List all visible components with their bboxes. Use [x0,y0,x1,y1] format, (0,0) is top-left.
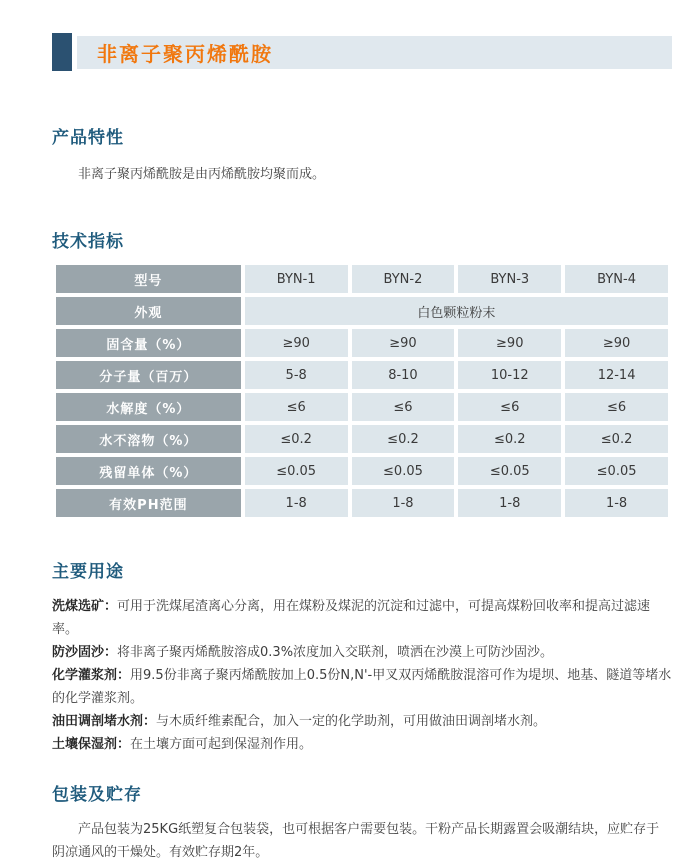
table-row-insoluble [56,425,668,453]
use-text: 在土壤方面可起到保湿剂作用。 [130,737,313,752]
row-label: 水解度（%） [56,393,241,421]
value-cell: ≤0.2 [458,425,561,453]
uses-list [52,595,672,756]
page-header [52,33,672,71]
use-text: 与木质纤维素配合，加入一定的化学助剂，可用做油田调剖堵水剂。 [156,714,547,729]
use-item-chemical-grouting [52,664,672,710]
use-label: 防沙固沙： [52,645,118,660]
row-label: 有效PH范围 [56,489,241,517]
value-cell: 1-8 [352,489,455,517]
row-label: 残留单体（%） [56,457,241,485]
value-cell: ≤6 [565,393,668,421]
table-row-solid-content [56,329,668,357]
row-label-model: 型号 [56,265,241,293]
table-row-appearance [56,297,668,325]
features-body: 非离子聚丙烯酰胺是由丙烯酰胺均聚而成。 [78,167,326,182]
value-cell: 10-12 [458,361,561,389]
title-bar [77,36,672,69]
use-text: 可用于洗煤尾渣离心分离，用在煤粉及煤泥的沉淀和过滤中，可提高煤粉回收率和提高过滤速率。 [52,599,651,637]
value-cell: ≤0.2 [352,425,455,453]
uses-heading: 主要用途 [52,562,124,582]
row-label: 水不溶物（%） [56,425,241,453]
value-cell: 1-8 [245,489,348,517]
value-cell: 12-14 [565,361,668,389]
model-cell: BYN-3 [458,265,561,293]
table-row-hydrolysis [56,393,668,421]
section-packaging-storage [52,784,672,864]
value-cell: ≥90 [352,329,455,357]
appearance-cell: 白色颗粒粉末 [245,297,668,325]
section-product-features [52,127,672,185]
use-item-sand-fixing [52,641,672,664]
value-cell: ≤0.2 [245,425,348,453]
value-cell: ≤6 [458,393,561,421]
value-cell: ≤0.05 [458,457,561,485]
title-accent-square [52,33,72,71]
value-cell: ≤0.2 [565,425,668,453]
spec-table [52,261,672,521]
model-cell: BYN-2 [352,265,455,293]
packaging-heading: 包装及贮存 [52,785,142,805]
value-cell: ≤0.05 [352,457,455,485]
row-label-appearance: 外观 [56,297,241,325]
use-label: 油田调剖堵水剂： [52,714,157,729]
model-cell: BYN-4 [565,265,668,293]
section-technical-specs [52,231,672,521]
model-cell: BYN-1 [245,265,348,293]
table-row-residual-monomer [56,457,668,485]
value-cell: ≥90 [458,329,561,357]
packaging-body: 产品包装为25KG纸塑复合包装袋，也可根据客户需要包装。干粉产品长期露置会吸潮结块，应贮存于阴凉通风的干燥处。有效贮存期2年。 [52,822,660,860]
use-item-coal-washing [52,595,672,641]
table-row-molecular-weight [56,361,668,389]
row-label: 固含量（%） [56,329,241,357]
value-cell: 1-8 [458,489,561,517]
value-cell: ≤0.05 [565,457,668,485]
use-text: 将非离子聚丙烯酰胺溶成0.3%浓度加入交联剂，喷洒在沙漠上可防沙固沙。 [117,645,554,660]
table-row-model [56,265,668,293]
specs-heading: 技术指标 [52,232,124,252]
table-row-ph-range [56,489,668,517]
use-label: 化学灌浆剂： [52,668,131,683]
value-cell: 1-8 [565,489,668,517]
use-label: 洗煤选矿： [52,599,118,614]
value-cell: ≥90 [565,329,668,357]
value-cell: 5-8 [245,361,348,389]
value-cell: 8-10 [352,361,455,389]
row-label: 分子量（百万） [56,361,241,389]
value-cell: ≥90 [245,329,348,357]
value-cell: ≤0.05 [245,457,348,485]
use-item-oilfield-water-plugging [52,710,672,733]
use-item-soil-moisturizer [52,733,672,756]
use-label: 土壤保湿剂： [52,737,131,752]
features-heading: 产品特性 [52,128,124,148]
page-title: 非离子聚丙烯酰胺 [97,42,273,66]
section-main-uses [52,561,672,756]
value-cell: ≤6 [352,393,455,421]
value-cell: ≤6 [245,393,348,421]
use-text: 用9.5份非离子聚丙烯酰胺加上0.5份N,N'-甲叉双丙烯酰胺混溶可作为堤坝、地基、隧道等堵水的化学灌浆剂。 [52,668,672,706]
